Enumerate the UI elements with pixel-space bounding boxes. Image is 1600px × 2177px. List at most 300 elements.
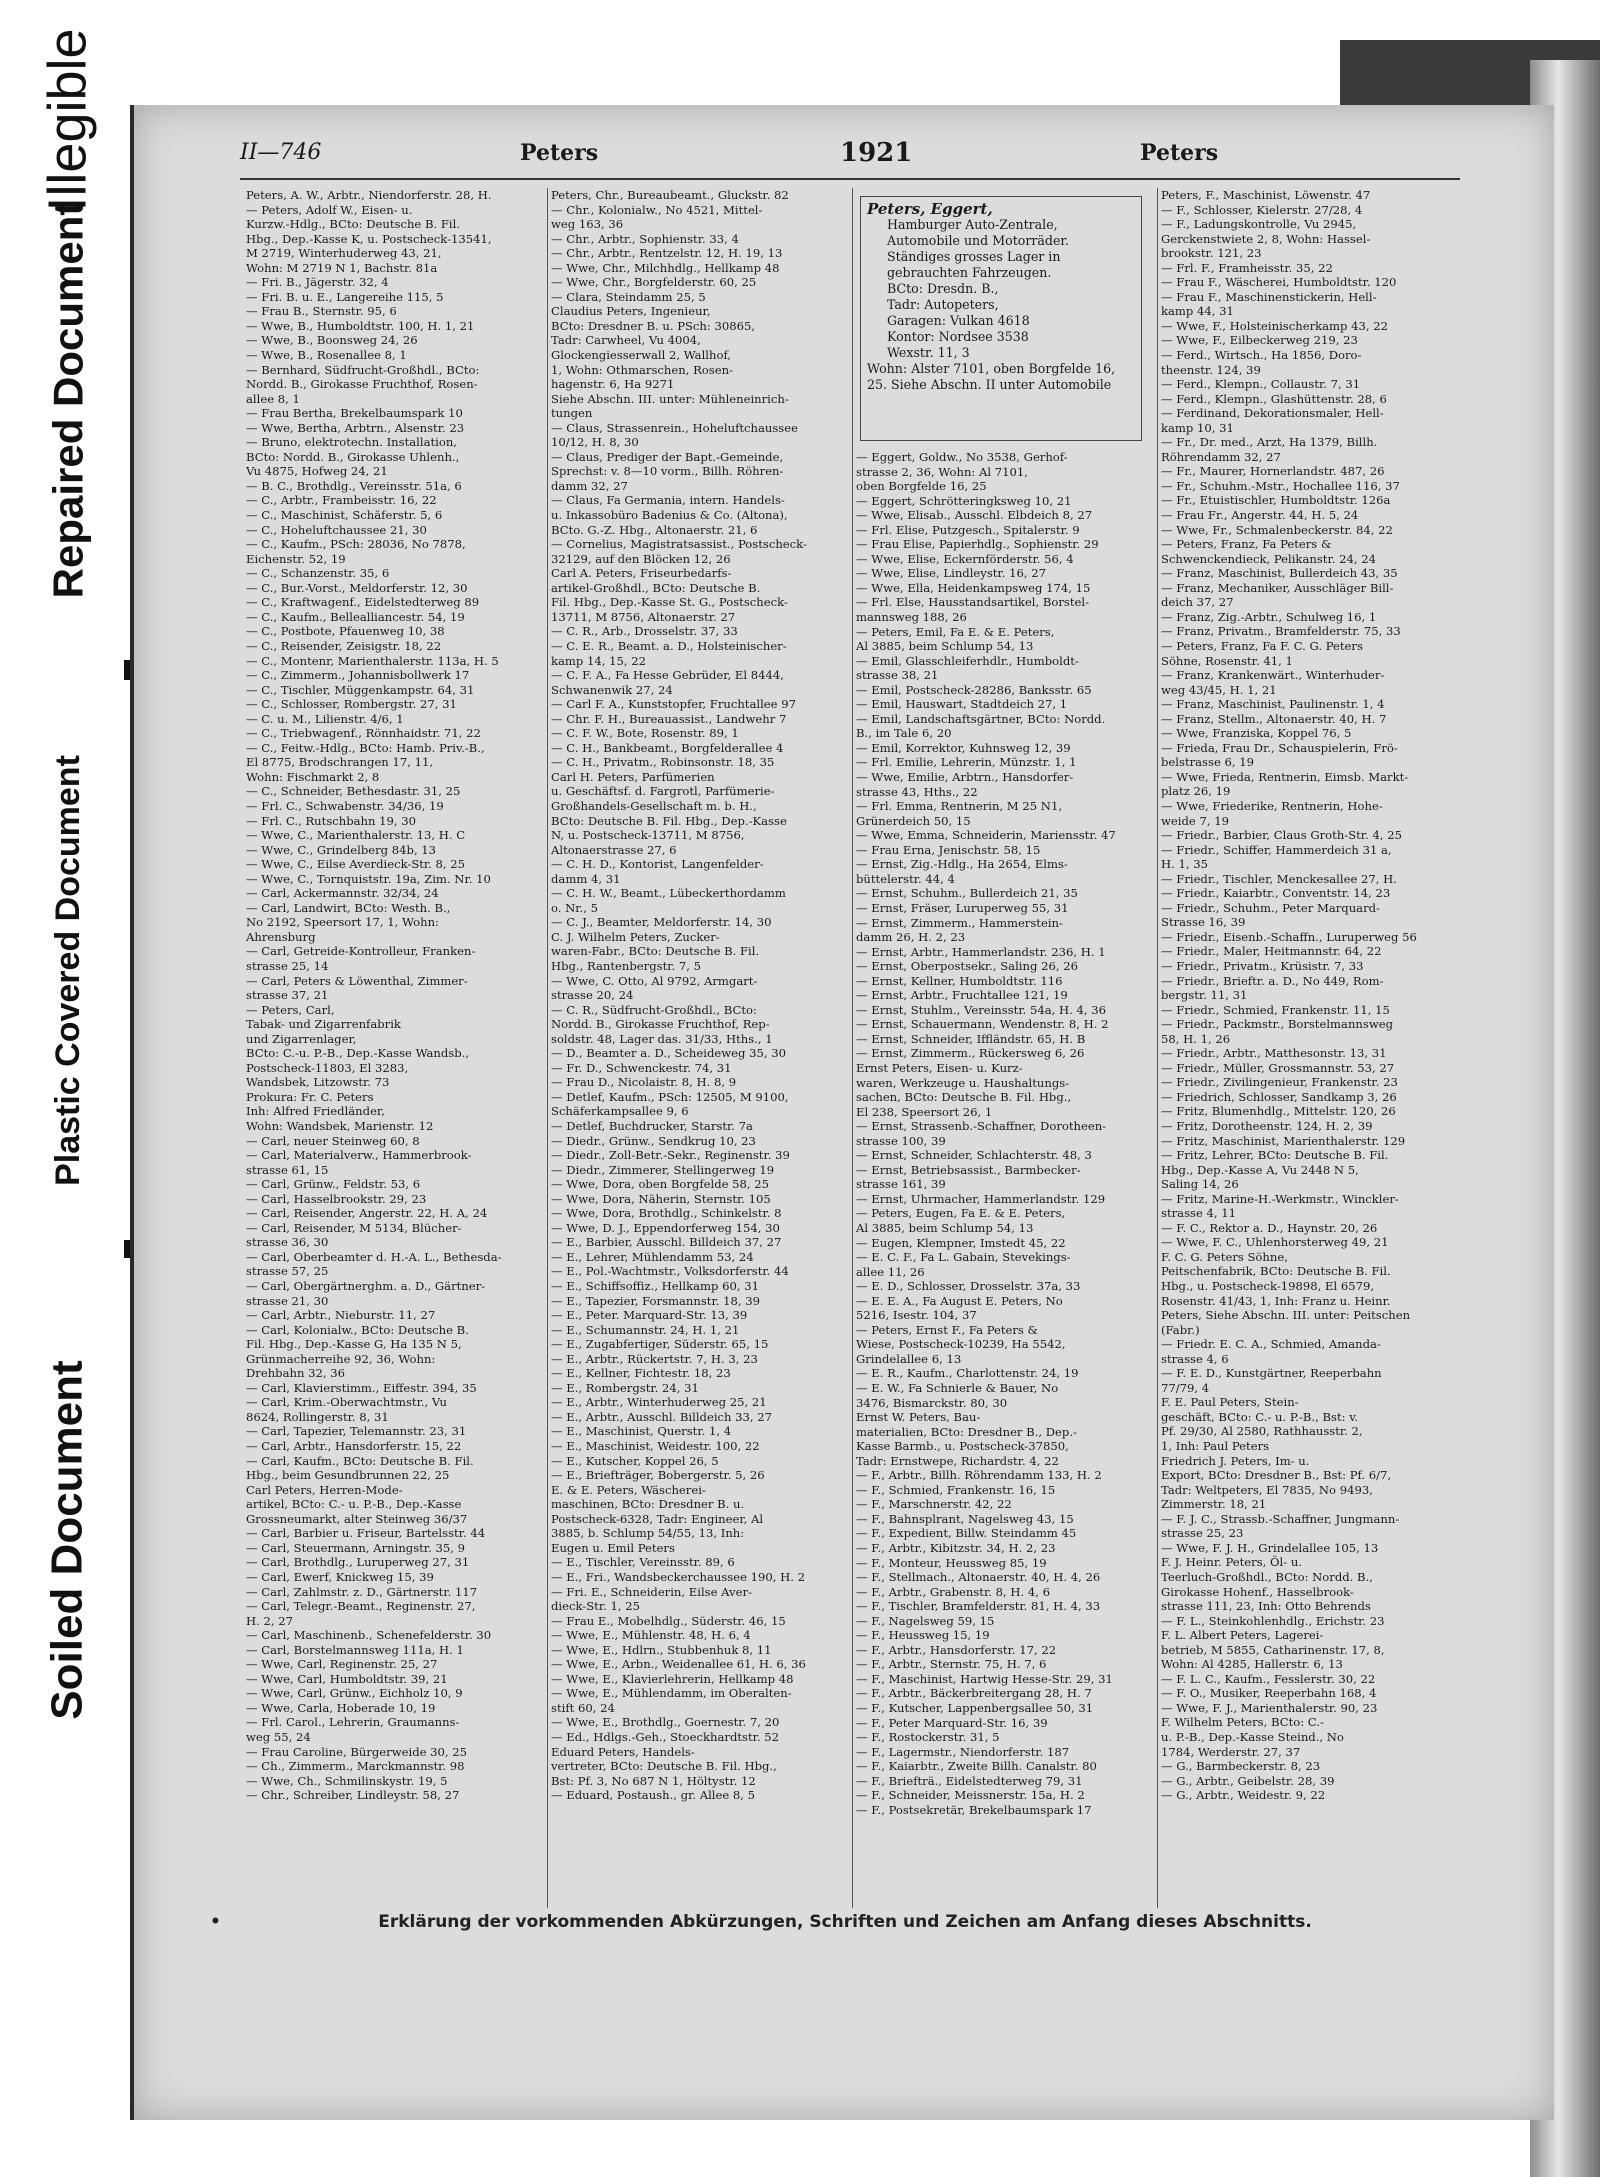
directory-entry: Fil. Hbg., Dep.-Kasse St. G., Postscheck-	[551, 595, 788, 610]
directory-entry: — Frau Erna, Jenischstr. 58, 15	[856, 842, 1041, 857]
directory-entry: — C. F. A., Fa Hesse Gebrüder, El 8444,	[551, 668, 784, 683]
directory-entry: — Ernst, Schauermann, Wendenstr. 8, H. 2	[856, 1017, 1109, 1032]
directory-entry: — Carl, Reisender, M 5134, Blücher-	[246, 1220, 462, 1235]
directory-entry: — Frau Bertha, Brekelbaumspark 10	[246, 406, 463, 421]
directory-entry: — Ferd., Wirtsch., Ha 1856, Doro-	[1161, 348, 1362, 363]
directory-entry: — Chr., Kolonialw., No 4521, Mittel-	[551, 202, 763, 217]
directory-entry: Siehe Abschn. III. unter: Mühleneinrich-	[551, 391, 789, 406]
directory-entry: — E., Arbtr., Rückertstr. 7, H. 3, 23	[551, 1351, 758, 1366]
directory-entry: — Wwe, Bertha, Arbtrn., Alsenstr. 23	[246, 420, 465, 435]
directory-entry: — Friedrich, Schlosser, Sandkamp 3, 26	[1161, 1089, 1397, 1104]
directory-entry: — Chr., Schreiber, Lindleystr. 58, 27	[246, 1788, 460, 1803]
directory-entry: artikel, BCto: C.- u. P.-B., Dep.-Kasse	[246, 1497, 462, 1512]
directory-entry: Wiese, Postscheck-10239, Ha 5542,	[856, 1337, 1066, 1352]
directory-entry: Schwenckendieck, Pelikanstr. 24, 24	[1161, 551, 1376, 566]
directory-entry: — Carl, Peters & Löwenthal, Zimmer-	[246, 973, 468, 988]
directory-entry: Söhne, Rosenstr. 41, 1	[1161, 653, 1293, 668]
directory-entry: — E., Arbtr., Winterhuderweg 25, 21	[551, 1395, 767, 1410]
directory-entry: strasse 37, 21	[246, 988, 329, 1003]
directory-entry: — Carl, Reisender, Angerstr. 22, H. A, 24	[246, 1206, 488, 1221]
directory-entry: — Carl, Hasselbrookstr. 29, 23	[246, 1191, 427, 1206]
directory-entry: — Wwe, E., Brothdlg., Goernestr. 7, 20	[551, 1715, 780, 1730]
directory-entry: Export, BCto: Dresdner B., Bst: Pf. 6/7,	[1161, 1468, 1392, 1483]
directory-entry: — E., Fri., Wandsbeckerchaussee 190, H. 2	[551, 1569, 806, 1584]
directory-entry: — Frau F., Wäscherei, Humboldtstr. 120	[1161, 275, 1397, 290]
directory-entry: kamp 10, 31	[1161, 420, 1234, 435]
directory-entry: — Frl. Emilie, Lehrerin, Münzstr. 1, 1	[856, 755, 1077, 770]
directory-entry: — Wwe, D. J., Eppendorferweg 154, 30	[551, 1220, 780, 1235]
directory-entry: bergstr. 11, 31	[1161, 988, 1248, 1003]
directory-entry: — Peters, Adolf W., Eisen- u.	[246, 202, 413, 217]
directory-entry: — E., Tapezier, Forsmannstr. 18, 39	[551, 1293, 760, 1308]
directory-entry: und Zigarrenlager,	[246, 1031, 357, 1046]
directory-column-4	[1161, 188, 1451, 1908]
directory-entry: — Ernst, Zimmerm., Rückersweg 6, 26	[856, 1046, 1085, 1061]
directory-entry: — E., Lehrer, Mühlendamm 53, 24	[551, 1249, 754, 1264]
directory-entry: — Franz, Stellm., Altonaerstr. 40, H. 7	[1161, 711, 1387, 726]
directory-entry: strasse 161, 39	[856, 1177, 946, 1192]
directory-entry: — Eduard, Postaush., gr. Allee 8, 5	[551, 1788, 756, 1803]
directory-entry: allee 8, 1	[246, 391, 300, 406]
directory-entry: — Ernst, Zimmerm., Hammerstein-	[856, 915, 1063, 930]
directory-entry: — F. O., Musiker, Reeperbahn 168, 4	[1161, 1686, 1377, 1701]
directory-entry: — F., Kaiarbtr., Zweite Billh. Canalstr. 80	[856, 1759, 1097, 1774]
directory-entry: — Wwe, C. Otto, Al 9792, Armgart-	[551, 973, 758, 988]
directory-entry: — Eggert, Schrötteringksweg 10, 21	[856, 493, 1072, 508]
ad-line: Hamburger Auto-Zentrale,	[887, 217, 1058, 232]
directory-entry: — C., Bur.-Vorst., Meldorferstr. 12, 30	[246, 580, 468, 595]
directory-entry: 1784, Werderstr. 27, 37	[1161, 1744, 1301, 1759]
directory-entry: Röhrendamm 32, 27	[1161, 449, 1281, 464]
directory-entry: Carl H. Peters, Parfümerien	[551, 769, 715, 784]
directory-entry: — Wwe, F., Holsteinischerkamp 43, 22	[1161, 318, 1389, 333]
directory-entry: strasse 20, 24	[551, 988, 634, 1003]
directory-entry: vertreter, BCto: Deutsche B. Fil. Hbg.,	[551, 1759, 777, 1774]
directory-entry: — Ernst, Arbtr., Hammerlandstr. 236, H. 1	[856, 944, 1106, 959]
directory-entry: — Ernst, Fräser, Luruperweg 55, 31	[856, 900, 1069, 915]
directory-entry: — Wwe, Dora, Brothdlg., Schinkelstr. 8	[551, 1206, 782, 1221]
footnote-text: Erklärung der vorkommenden Abkürzungen, Schriften und Zeichen am Anfang dieses Abschnitts.	[378, 1912, 1312, 1932]
directory-entry: 5216, Isestr. 104, 37	[856, 1308, 977, 1323]
directory-entry: o. Nr., 5	[551, 900, 598, 915]
directory-entry: — Friedr., Privatm., Krüsistr. 7, 33	[1161, 958, 1364, 973]
directory-entry: — Frl. Elise, Putzgesch., Spitalerstr. 9	[856, 522, 1080, 537]
directory-entry: kamp 14, 15, 22	[551, 653, 647, 668]
directory-entry: — E. C. F., Fa L. Gabain, Stevekings-	[856, 1250, 1071, 1265]
directory-entry: — F., Schmied, Frankenstr. 16, 15	[856, 1482, 1056, 1497]
directory-column-1	[246, 188, 536, 1908]
directory-entry: — Carl, Kolonialw., BCto: Deutsche B.	[246, 1322, 469, 1337]
directory-entry: — Friedr., Barbier, Claus Groth-Str. 4, 25	[1161, 828, 1402, 843]
directory-entry: B., im Tale 6, 20	[856, 726, 952, 741]
directory-entry: Postscheck-6328, Tadr: Engineer, Al	[551, 1511, 764, 1526]
directory-entry: Gerckenstwiete 2, 8, Wohn: Hassel-	[1161, 231, 1371, 246]
directory-entry: — Claus, Fa Germania, intern. Handels-	[551, 493, 785, 508]
directory-entry: Drehbahn 32, 36	[246, 1366, 345, 1381]
directory-entry: Kurzw.-Hdlg., BCto: Deutsche B. Fil.	[246, 217, 461, 232]
directory-entry: — Frl. C., Rutschbahn 19, 30	[246, 813, 417, 828]
directory-entry: weg 43/45, H. 1, 21	[1161, 682, 1277, 697]
directory-entry: — F. E. D., Kunstgärtner, Reeperbahn	[1161, 1366, 1382, 1381]
directory-entry: 32129, auf den Blöcken 12, 26	[551, 551, 731, 566]
directory-entry: — Emil, Hauswart, Stadtdeich 27, 1	[856, 697, 1068, 712]
directory-entry: M 2719, Winterhuderweg 43, 21,	[246, 246, 442, 261]
directory-entry: — C., Reisender, Zeisigstr. 18, 22	[246, 638, 442, 653]
directory-entry: — Cornelius, Magistratsassist., Postscheck-	[551, 537, 807, 552]
running-title-right: Peters	[1140, 140, 1219, 166]
directory-entry: — Wwe, Carl, Humboldtstr. 39, 21	[246, 1671, 448, 1686]
directory-entry: Ernst Peters, Eisen- u. Kurz-	[856, 1060, 1023, 1075]
directory-entry: — Fritz, Dorotheenstr. 124, H. 2, 39	[1161, 1119, 1373, 1133]
directory-entry: — Carl, Arbtr., Nieburstr. 11, 27	[246, 1308, 436, 1323]
directory-entry: — F., Schlosser, Kielerstr. 27/28, 4	[1161, 202, 1363, 217]
abbreviation-footnote	[210, 1912, 1460, 1932]
directory-entry: — Carl, Arbtr., Hansdorferstr. 15, 22	[246, 1439, 462, 1454]
directory-entry: — E., Maschinist, Querstr. 1, 4	[551, 1424, 732, 1439]
directory-entry: — Wwe, E., Arbn., Weidenallee 61, H. 6, 36	[551, 1657, 806, 1672]
archive-stamp-strip	[0, 0, 128, 2177]
directory-entry: — Wwe, Chr., Milchhdlg., Hellkamp 48	[551, 260, 780, 275]
directory-entry: — Ch., Zimmerm., Marckmannstr. 98	[246, 1759, 465, 1774]
directory-entry: — Carl, Steuermann, Arningstr. 35, 9	[246, 1540, 465, 1555]
directory-entry: Inh: Alfred Friedländer,	[246, 1104, 385, 1119]
directory-entry: 3476, Bismarckstr. 80, 30	[856, 1395, 1008, 1410]
directory-entry: Eugen u. Emil Peters	[551, 1540, 675, 1555]
directory-entry: — Wwe, C., Eilse Averdieck-Str. 8, 25	[246, 857, 466, 872]
directory-entry: — F., Arbtr., Kibitzstr. 34, H. 2, 23	[856, 1541, 1056, 1556]
directory-entry: — Claus, Prediger der Bapt.-Gemeinde,	[551, 449, 784, 464]
directory-entry: weg 55, 24	[246, 1729, 311, 1744]
directory-entry: damm 32, 27	[551, 478, 628, 493]
directory-entry: — Frau Elise, Papierhdlg., Sophienstr. 29	[856, 537, 1099, 552]
directory-entry: strasse 21, 30	[246, 1293, 329, 1308]
directory-entry: Tadr: Carwheel, Vu 4004,	[551, 333, 701, 348]
directory-entry: — F. J. C., Strassb.-Schaffner, Jungmann-	[1161, 1511, 1400, 1526]
footnote-bullet: •	[210, 1912, 221, 1932]
directory-entry: strasse 36, 30	[246, 1235, 329, 1250]
directory-entry: — Carl, Maschinenb., Schenefelderstr. 30	[246, 1628, 492, 1643]
directory-entry: stift 60, 24	[551, 1700, 615, 1715]
directory-entry: — C., Feitw.-Hdlg., BCto: Hamb. Priv.-B.,	[246, 740, 485, 755]
directory-entry: — Wwe, Ch., Schmilinskystr. 19, 5	[246, 1773, 448, 1788]
directory-entry: Girokasse Hohenf., Hasselbrook-	[1161, 1584, 1354, 1599]
directory-entry: 1, Wohn: Othmarschen, Rosen-	[551, 362, 733, 377]
directory-entry: — C., Tischler, Müggenkampstr. 64, 31	[246, 682, 475, 697]
directory-entry: — Carl, Barbier u. Friseur, Bartelsstr. 44	[246, 1526, 486, 1541]
directory-entry: — E. D., Schlosser, Drosselstr. 37a, 33	[856, 1279, 1081, 1294]
directory-entry: — F., Bahnsplrant, Nagelsweg 43, 15	[856, 1511, 1074, 1526]
stamp-plastic-covered-document: Plastic Covered Document	[48, 754, 87, 1186]
directory-entry: — Franz, Maschinist, Paulinenstr. 1, 4	[1161, 697, 1385, 712]
directory-entry: — F., Arbtr., Grabenstr. 8, H. 4, 6	[856, 1584, 1050, 1599]
ad-line: gebrauchten Fahrzeugen.	[887, 265, 1052, 280]
stamp-illegible: Illegible	[38, 28, 98, 212]
directory-entry: — Friedr., Tischler, Menckesallee 27, H.	[1161, 871, 1397, 886]
directory-entry: soldstr. 48, Lager das. 31/33, Hths., 1	[551, 1031, 773, 1046]
directory-entry: — Wwe, C., Tornquiststr. 19a, Zim. Nr. 10	[246, 871, 491, 886]
directory-entry: — B. C., Brothdlg., Vereinsstr. 51a, 6	[246, 478, 462, 493]
directory-entry: — Frau F., Maschinenstickerin, Hell-	[1161, 289, 1377, 304]
directory-entry: — Ernst, Schuhm., Bullerdeich 21, 35	[856, 886, 1078, 901]
directory-entry: — Peters, Carl,	[246, 1002, 335, 1017]
directory-entry: — G., Arbtr., Weidestr. 9, 22	[1161, 1788, 1326, 1803]
directory-entry: — F., Peter Marquard-Str. 16, 39	[856, 1715, 1048, 1730]
directory-entry: E. & E. Peters, Wäscherei-	[551, 1482, 706, 1497]
directory-entry: Sprechst: v. 8—10 vorm., Billh. Röhren-	[551, 464, 784, 479]
directory-entry: — Ferd., Klempn., Collaustr. 7, 31	[1161, 377, 1361, 392]
ad-line: Ständiges grosses Lager in	[887, 249, 1061, 264]
directory-entry: Tadr: Ernstwepe, Richardstr. 4, 22	[856, 1453, 1059, 1468]
directory-entry: — Friedr., Kaiarbtr., Conventstr. 14, 23	[1161, 886, 1391, 901]
directory-entry: F. Wilhelm Peters, BCto: C.-	[1161, 1715, 1324, 1730]
directory-entry: — F., Arbtr., Hansdorferstr. 17, 22	[856, 1642, 1057, 1657]
directory-entry: — Carl, Tapezier, Telemannstr. 23, 31	[246, 1424, 467, 1439]
directory-entry: — Ernst, Schneider, Iffländstr. 65, H. B	[856, 1031, 1086, 1046]
directory-entry: — Wwe, Chr., Borgfelderstr. 60, 25	[551, 275, 757, 290]
directory-entry: — Wwe, Emilie, Arbtrn., Hansdorfer-	[856, 770, 1074, 785]
directory-entry: — Friedr., Schuhm., Peter Marquard-	[1161, 900, 1380, 915]
directory-entry: — Peters, Franz, Fa Peters &	[1161, 537, 1332, 552]
directory-entry: Carl Peters, Herren-Mode-	[246, 1482, 403, 1497]
ad-line: Garagen: Vulkan 4618	[887, 313, 1030, 328]
directory-entry: Hbg., u. Postscheck-19898, El 6579,	[1161, 1279, 1375, 1294]
directory-entry: — C. R., Arb., Drosselstr. 37, 33	[551, 624, 738, 639]
directory-entry: — E., Pol.-Wachtmstr., Volksdorferstr. 44	[551, 1264, 789, 1279]
ad-line: Kontor: Nordsee 3538	[887, 329, 1029, 344]
directory-entry: betrieb, M 5855, Catharinenstr. 17, 8,	[1161, 1642, 1385, 1657]
directory-entry: Claudius Peters, Ingenieur,	[551, 304, 711, 319]
ad-line: 25. Siehe Abschn. II unter Automobile	[867, 377, 1112, 392]
directory-entry: — F., Arbtr., Billh. Röhrendamm 133, H. 2	[856, 1468, 1102, 1483]
directory-entry: — Chr. F. H., Bureauassist., Landwehr 7	[551, 711, 787, 726]
directory-entry: — F., Ladungskontrolle, Vu 2945,	[1161, 217, 1357, 232]
directory-entry: strasse 25, 23	[1161, 1526, 1244, 1541]
directory-entry: — Friedr., Eisenb.-Schaffn., Luruperweg 56	[1161, 929, 1417, 944]
directory-entry: — Wwe, Franziska, Koppel 76, 5	[1161, 726, 1352, 741]
directory-entry: — Carl, Grünw., Feldstr. 53, 6	[246, 1177, 421, 1192]
directory-entry: — Wwe, Carl, Reginenstr. 25, 27	[246, 1657, 438, 1672]
directory-entry: Pf. 29/30, Al 2580, Rathhausstr. 2,	[1161, 1424, 1363, 1439]
directory-entry: Zimmerstr. 18, 21	[1161, 1497, 1267, 1512]
directory-entry: — Clara, Steindamm 25, 5	[551, 289, 706, 304]
directory-entry: — Claus, Strassenrein., Hoheluftchaussee	[551, 420, 798, 435]
directory-entry: — Wwe, C., Grindelberg 84b, 13	[246, 842, 437, 857]
directory-entry: — Wwe, Friederike, Rentnerin, Hohe-	[1161, 798, 1383, 813]
directory-entry: — Wwe, Carla, Hoberade 10, 19	[246, 1700, 436, 1715]
directory-entry: — Carl, Borstelmannsweg 111a, H. 1	[246, 1642, 464, 1657]
directory-entry: — Carl, Obergärtnerghm. a. D., Gärtner-	[246, 1279, 486, 1294]
directory-entry: 77/79, 4	[1161, 1380, 1210, 1395]
directory-entry: — Friedr., Arbtr., Matthesonstr. 13, 31	[1161, 1046, 1387, 1061]
directory-entry: — F., Nagelsweg 59, 15	[856, 1613, 995, 1628]
directory-entry: — F., Arbtr., Sternstr. 75, H. 7, 6	[856, 1657, 1047, 1672]
directory-entry: — E., Maschinist, Weidestr. 100, 22	[551, 1439, 760, 1454]
directory-entry: Hbg., Dep.-Kasse A, Vu 2448 N 5,	[1161, 1162, 1359, 1177]
directory-entry: Peters, F., Maschinist, Löwenstr. 47	[1161, 188, 1371, 202]
directory-entry: 3885, b. Schlump 54/55, 13, Inh:	[551, 1526, 745, 1541]
directory-entry: Schwanenwik 27, 24	[551, 682, 673, 697]
directory-entry: — Carl, neuer Steinweg 60, 8	[246, 1133, 420, 1148]
page-number: II—746	[240, 140, 322, 165]
directory-entry: Glockengiesserwall 2, Wallhof,	[551, 348, 732, 363]
directory-entry: damm 26, H. 2, 23	[856, 930, 966, 945]
directory-entry: — Wwe, F., Eilbeckerweg 219, 23	[1161, 333, 1358, 348]
ad-line: Wexstr. 11, 3	[887, 345, 970, 360]
directory-entry: weg 163, 36	[551, 217, 624, 232]
directory-entry: strasse 2, 36, Wohn: Al 7101,	[856, 464, 1028, 479]
directory-entry: — E., Zugabfertiger, Süderstr. 65, 15	[551, 1337, 769, 1352]
directory-entry: — Frl. Carol., Lehrerin, Graumanns-	[246, 1715, 460, 1730]
directory-entry: — E. R., Kaufm., Charlottenstr. 24, 19	[856, 1366, 1079, 1381]
directory-entry: — Wwe, F. J. H., Grindelallee 105, 13	[1161, 1540, 1379, 1555]
directory-entry: — C., Maschinist, Schäferstr. 5, 6	[246, 508, 443, 523]
directory-entry: — Wwe, Dora, Näherin, Sternstr. 105	[551, 1191, 771, 1206]
directory-entry: Kasse Barmb., u. Postscheck-37850,	[856, 1439, 1069, 1454]
directory-entry: El 238, Speersort 26, 1	[856, 1104, 993, 1119]
directory-entry: — E., Kutscher, Koppel 26, 5	[551, 1453, 719, 1468]
directory-entry: — F., Schneider, Meissnerstr. 15a, H. 2	[856, 1788, 1085, 1803]
directory-entry: kamp 44, 31	[1161, 304, 1234, 319]
directory-entry: — C., Kaufm., PSch: 28036, No 7878,	[246, 537, 466, 552]
directory-entry: waren-Fabr., BCto: Deutsche B. Fil.	[551, 944, 760, 959]
directory-entry: — C. H. W., Beamt., Lübeckerthordamm	[551, 886, 786, 901]
directory-entry: — Wwe, Dora, oben Borgfelde 58, 25	[551, 1177, 770, 1192]
directory-entry: oben Borgfelde 16, 25	[856, 479, 987, 494]
directory-entry: — Wwe, B., Humboldtstr. 100, H. 1, 21	[246, 318, 475, 333]
directory-entry: — Fr., Schuhm.-Mstr., Hochallee 116, 37	[1161, 478, 1400, 493]
directory-entry: — Ernst, Schneider, Schlachterstr. 48, 3	[856, 1148, 1092, 1163]
directory-entry: Grünerdeich 50, 15	[856, 813, 971, 828]
directory-entry: — Ernst, Zig.-Hdlg., Ha 2654, Elms-	[856, 857, 1068, 872]
directory-entry: — Wwe, E., Mühlendamm, im Oberalten-	[551, 1686, 792, 1701]
ad-line: BCto: Dresdn. B.,	[887, 281, 999, 296]
directory-entry: brookstr. 121, 23	[1161, 246, 1262, 261]
directory-entry: — Wwe, B., Rosenallee 8, 1	[246, 348, 407, 363]
directory-entry: — Peters, Franz, Fa F. C. G. Peters	[1161, 638, 1363, 653]
directory-entry: Grünmacherreihe 92, 36, Wohn:	[246, 1351, 436, 1366]
directory-entry: — Carl, Krim.-Oberwachtmstr., Vu	[246, 1395, 447, 1410]
column-divider	[547, 188, 548, 1908]
directory-entry: — Eggert, Goldw., No 3538, Gerhof-	[856, 450, 1068, 464]
directory-entry: (Fabr.)	[1161, 1322, 1200, 1337]
directory-entry: — Ernst, Stuhlm., Vereinsstr. 54a, H. 4, 36	[856, 1002, 1106, 1017]
directory-entry: Al 3885, beim Schlump 54, 13	[856, 1220, 1034, 1235]
directory-entry: — E., Schiffsoffiz., Hellkamp 60, 31	[551, 1279, 759, 1294]
directory-entry: strasse 4, 11	[1161, 1206, 1237, 1221]
directory-entry: strasse 4, 6	[1161, 1351, 1229, 1366]
ad-title: Peters, Eggert,	[867, 200, 993, 218]
directory-entry: Wohn: M 2719 N 1, Bachstr. 81a	[246, 260, 438, 275]
directory-entry: 13711, M 8756, Altonaerstr. 27	[551, 609, 736, 624]
directory-entry: — Wwe, Fr., Schmalenbeckerstr. 84, 22	[1161, 522, 1393, 537]
directory-entry: — E., Barbier, Ausschl. Billdeich 37, 27	[551, 1235, 782, 1250]
directory-entry: — E., Peter. Marquard-Str. 13, 39	[551, 1308, 748, 1323]
directory-entry: Prokura: Fr. C. Peters	[246, 1089, 374, 1104]
directory-entry: — Franz, Zig.-Arbtr., Schulweg 16, 1	[1161, 609, 1377, 624]
directory-entry: F. J. Heinr. Peters, Öl- u.	[1161, 1555, 1303, 1570]
directory-entry: platz 26, 19	[1161, 784, 1231, 799]
directory-entry: Wohn: Al 4285, Hallerstr. 6, 13	[1161, 1657, 1343, 1672]
directory-entry: sachen, BCto: Deutsche B. Fil. Hbg.,	[856, 1090, 1072, 1105]
directory-entry: — Frl. F., Framheisstr. 35, 22	[1161, 260, 1333, 275]
column-divider	[852, 188, 853, 1908]
directory-entry: — F., Expedient, Billw. Steindamm 45	[856, 1526, 1077, 1541]
directory-entry: — Franz, Mechaniker, Ausschläger Bill-	[1161, 580, 1394, 595]
directory-entry: 8624, Rollingerstr. 8, 31	[246, 1409, 389, 1424]
directory-entry: N, u. Postscheck-13711, M 8756,	[551, 828, 745, 843]
directory-entry: 58, H. 1, 26	[1161, 1031, 1231, 1046]
directory-entry: — C., Montenr, Marienthalerstr. 113a, H. 5	[246, 653, 499, 668]
directory-entry: materialien, BCto: Dresdner B., Dep.-	[856, 1424, 1077, 1439]
directory-entry: — Wwe, C., Marienthalerstr. 13, H. C	[246, 828, 466, 843]
directory-entry: Großhandels-Gesellschaft m. b. H.,	[551, 798, 757, 813]
directory-entry: Ahrensburg	[246, 929, 316, 944]
directory-entry: — Fr., Etuistischler, Humboldtstr. 126a	[1161, 493, 1391, 508]
directory-entry: — Wwe, E., Mühlenstr. 48, H. 6, 4	[551, 1628, 751, 1643]
directory-entry: — Ferdinand, Dekorationsmaler, Hell-	[1161, 406, 1384, 421]
directory-entry: — C., Kaufm., Bellealliancestr. 54, 19	[246, 609, 465, 624]
directory-entry: — Fritz, Maschinist, Marienthalerstr. 129	[1161, 1133, 1406, 1148]
directory-entry: — C., Schneider, Bethesdastr. 31, 25	[246, 784, 461, 799]
directory-column-3	[856, 450, 1146, 1908]
directory-entry: BCto: Nordd. B., Girokasse Uhlenh.,	[246, 449, 460, 464]
directory-entry: — Carl, Klavierstimm., Eiffestr. 394, 35	[246, 1380, 477, 1395]
directory-entry: — Frau E., Mobelhdlg., Süderstr. 46, 15	[551, 1613, 786, 1628]
year-heading: 1921	[840, 138, 913, 168]
directory-entry: belstrasse 6, 19	[1161, 755, 1254, 770]
directory-entry: — C. E. R., Beamt. a. D., Holsteinischer-	[551, 638, 787, 653]
directory-entry: — Friedr., Zivilingenieur, Frankenstr. 23	[1161, 1075, 1398, 1090]
directory-entry: geschäft, BCto: C.- u. P.-B., Bst: v.	[1161, 1409, 1359, 1424]
directory-entry: Nordd. B., Girokasse Fruchthof, Rosen-	[246, 377, 478, 392]
directory-entry: Grindelallee 6, 13	[856, 1351, 962, 1366]
directory-entry: — Ed., Hdlgs.-Geh., Stoeckhardtstr. 52	[551, 1729, 780, 1744]
directory-entry: Bst: Pf. 3, No 687 N 1, Höltystr. 12	[551, 1773, 756, 1788]
directory-entry: — Chr., Arbtr., Rentzelstr. 12, H. 19, 13	[551, 246, 783, 261]
directory-entry: — Fri. B. u. E., Langereihe 115, 5	[246, 289, 444, 304]
directory-entry: u. P.-B., Dep.-Kasse Steind., No	[1161, 1729, 1344, 1744]
directory-entry: — F., Heussweg 15, 19	[856, 1628, 990, 1643]
directory-entry: Grossneumarkt, alter Steinweg 36/37	[246, 1511, 468, 1526]
directory-entry: strasse 38, 21	[856, 668, 939, 683]
directory-entry: — Bruno, elektrotechn. Installation,	[246, 435, 457, 450]
directory-entry: — Wwe, Emma, Schneiderin, Mariensstr. 47	[856, 828, 1116, 843]
directory-entry: — Carl, Getreide-Kontrolleur, Franken-	[246, 944, 476, 959]
directory-entry: — Emil, Postscheck-28286, Banksstr. 65	[856, 682, 1092, 697]
directory-entry: — E. E. A., Fa August E. Peters, No	[856, 1293, 1063, 1308]
directory-entry: — E., Arbtr., Ausschl. Billdeich 33, 27	[551, 1409, 773, 1424]
directory-entry: — Ernst, Arbtr., Fruchtallee 121, 19	[856, 988, 1068, 1003]
directory-entry: — Fritz, Marine-H.-Werkmstr., Winckler-	[1161, 1191, 1399, 1206]
directory-column-2	[551, 188, 841, 1908]
directory-entry: — Diedr., Zimmerer, Stellingerweg 19	[551, 1162, 775, 1177]
directory-entry: Saling 14, 26	[1161, 1177, 1239, 1192]
directory-entry: — Friedr., Brieftr. a. D., No 449, Rom-	[1161, 973, 1384, 988]
directory-entry: — F., Kutscher, Lappenbergsallee 50, 31	[856, 1701, 1094, 1716]
directory-entry: — F., Briefträ., Eidelstedterweg 79, 31	[856, 1773, 1083, 1788]
directory-entry: Altonaerstrasse 27, 6	[551, 842, 677, 857]
directory-entry: — Ferd., Klempn., Glashüttenstr. 28, 6	[1161, 391, 1387, 406]
directory-entry: Teerluch-Großhdl., BCto: Nordd. B.,	[1161, 1569, 1373, 1584]
directory-entry: — Emil, Landschaftsgärtner, BCto: Nordd.	[856, 711, 1106, 726]
directory-entry: — Peters, Emil, Fa E. & E. Peters,	[856, 624, 1055, 639]
directory-entry: — C., Zimmerm., Johannisbollwerk 17	[246, 668, 470, 683]
directory-entry: — Frau B., Sternstr. 95, 6	[246, 304, 397, 319]
directory-entry: — Friedr. E. C. A., Schmied, Amanda-	[1161, 1337, 1381, 1352]
directory-entry: — F., Postsekretär, Brekelbaumspark 17	[856, 1802, 1092, 1817]
directory-entry: — C., Schlosser, Rombergstr. 27, 31	[246, 697, 457, 712]
directory-entry: Strasse 16, 39	[1161, 915, 1246, 930]
